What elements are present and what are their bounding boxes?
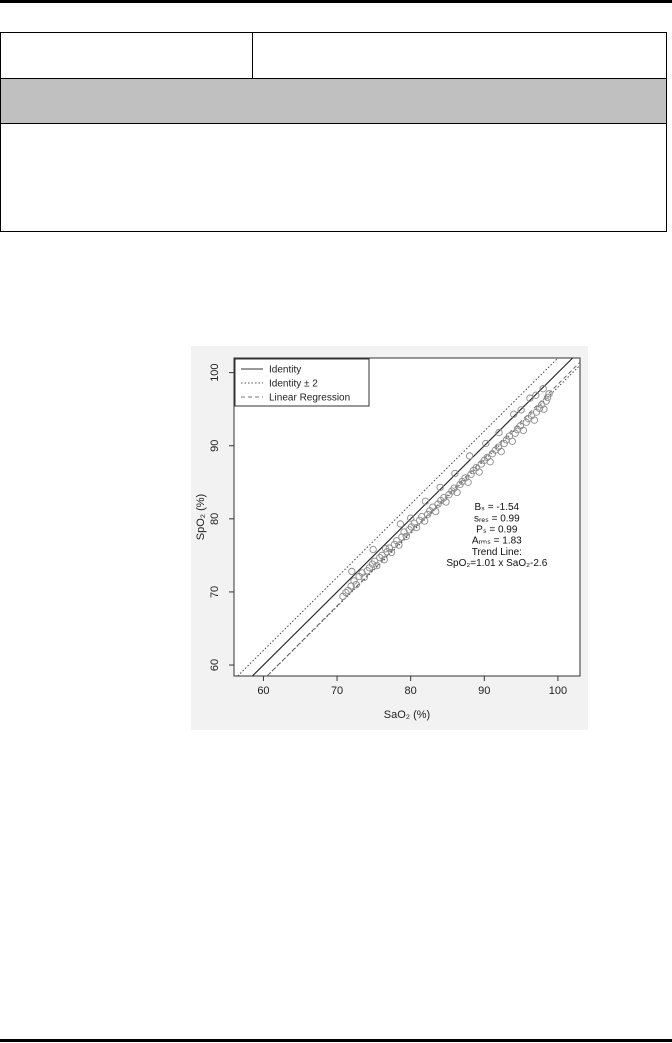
y-tick-label: 60 (209, 658, 221, 672)
top-rule (0, 0, 672, 3)
chart-svg (191, 346, 588, 730)
form-body-row (1, 124, 666, 231)
stat-precision: Pₛ = 0.99 (476, 524, 518, 536)
legend-label-identity: Identity (269, 364, 302, 376)
stat-bias: Bₛ = -1.54 (474, 502, 520, 514)
form-header-row (1, 33, 666, 79)
legend (235, 359, 369, 406)
x-tick-label: 70 (330, 685, 344, 697)
stat-arms: Aᵣₘₛ = 1.83 (471, 535, 522, 547)
bottom-rule (0, 1039, 672, 1042)
y-tick-label: 80 (209, 512, 221, 525)
x-tick-label: 80 (404, 685, 417, 697)
y-tick-label: 100 (209, 363, 221, 382)
x-tick-label: 60 (257, 685, 270, 697)
legend-label-regression: Linear Regression (269, 392, 351, 404)
form-cell-left (1, 33, 253, 78)
y-tick-label: 70 (209, 585, 221, 599)
stat-sres: sᵣₑₛ = 0.99 (473, 513, 520, 525)
y-axis-label: SpO₂ (%) (195, 493, 207, 541)
x-tick-label: 90 (478, 685, 491, 697)
scatter-chart (191, 346, 588, 730)
form-shaded-row (1, 79, 666, 124)
y-tick-label: 90 (209, 439, 221, 452)
x-tick-label: 100 (548, 685, 568, 697)
stat-trend-equation: SpO₂=1.01 x SaO₂-2.6 (446, 558, 548, 570)
form-cell-right (253, 33, 666, 78)
form-table (0, 32, 667, 232)
legend-label-identity-pm2: Identity ± 2 (269, 378, 318, 390)
stat-trend-heading: Trend Line: (471, 546, 522, 558)
x-axis-label: SaO₂ (%) (383, 709, 431, 721)
